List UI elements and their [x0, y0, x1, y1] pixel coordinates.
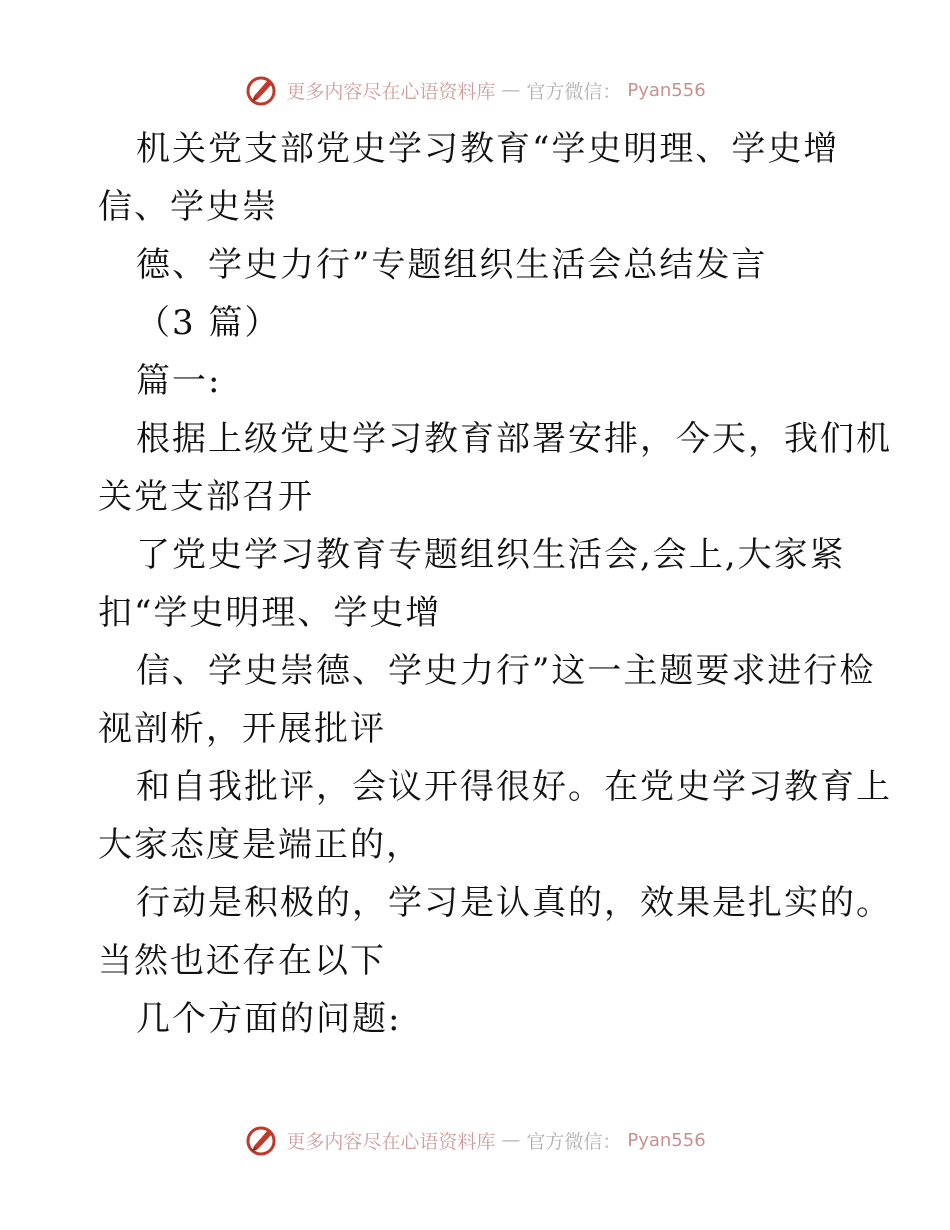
watermark-text: 更多内容尽在心语资料库 — [286, 80, 496, 103]
paragraph-line: 行动是积极的，学习是认真的，效果是扎实的。 — [136, 883, 892, 923]
watermark-text: 更多内容尽在心语资料库 — [286, 1130, 496, 1153]
paragraph-line: 扣“学史明理、学史增 — [98, 593, 442, 633]
paragraph-line: 关党支部召开 — [98, 477, 314, 517]
watermark-id: Pyan556 — [627, 79, 706, 101]
paragraph-line: 信、学史崇德、学史力行”这一主题要求进行检 — [136, 651, 876, 691]
watermark-header — [0, 70, 950, 110]
title-line-4: （3 篇） — [136, 303, 281, 343]
paragraph-line: 当然也还存在以下 — [98, 941, 386, 981]
title-line-2: 信、学史崇 — [98, 187, 278, 227]
title-line-3: 德、学史力行”专题组织生活会总结发言 — [136, 245, 768, 285]
paragraph-line: 和自我批评，会议开得很好。在党史学习教育上 — [136, 767, 892, 807]
watermark-label: 官方微信： — [526, 1130, 622, 1153]
section-heading: 篇一: — [136, 361, 222, 401]
watermark-dash: — — [501, 79, 521, 101]
pen-logo-icon — [244, 72, 280, 108]
pen-logo-icon — [244, 1122, 280, 1158]
watermark-id: Pyan556 — [627, 1129, 706, 1151]
paragraph-line: 了党史学习教育专题组织生活会,会上,大家紧 — [136, 535, 846, 575]
watermark-label: 官方微信： — [526, 80, 622, 103]
paragraph-line: 根据上级党史学习教育部署安排，今天，我们机 — [136, 419, 892, 459]
watermark-dash: — — [501, 1129, 521, 1151]
paragraph-line: 视剖析，开展批评 — [98, 709, 386, 749]
paragraph-line: 几个方面的问题: — [136, 999, 402, 1039]
watermark-footer — [0, 1120, 950, 1160]
title-line-1: 机关党支部党史学习教育“学史明理、学史增 — [136, 129, 840, 169]
paragraph-line: 大家态度是端正的， — [98, 825, 422, 865]
document-body — [98, 120, 892, 1048]
